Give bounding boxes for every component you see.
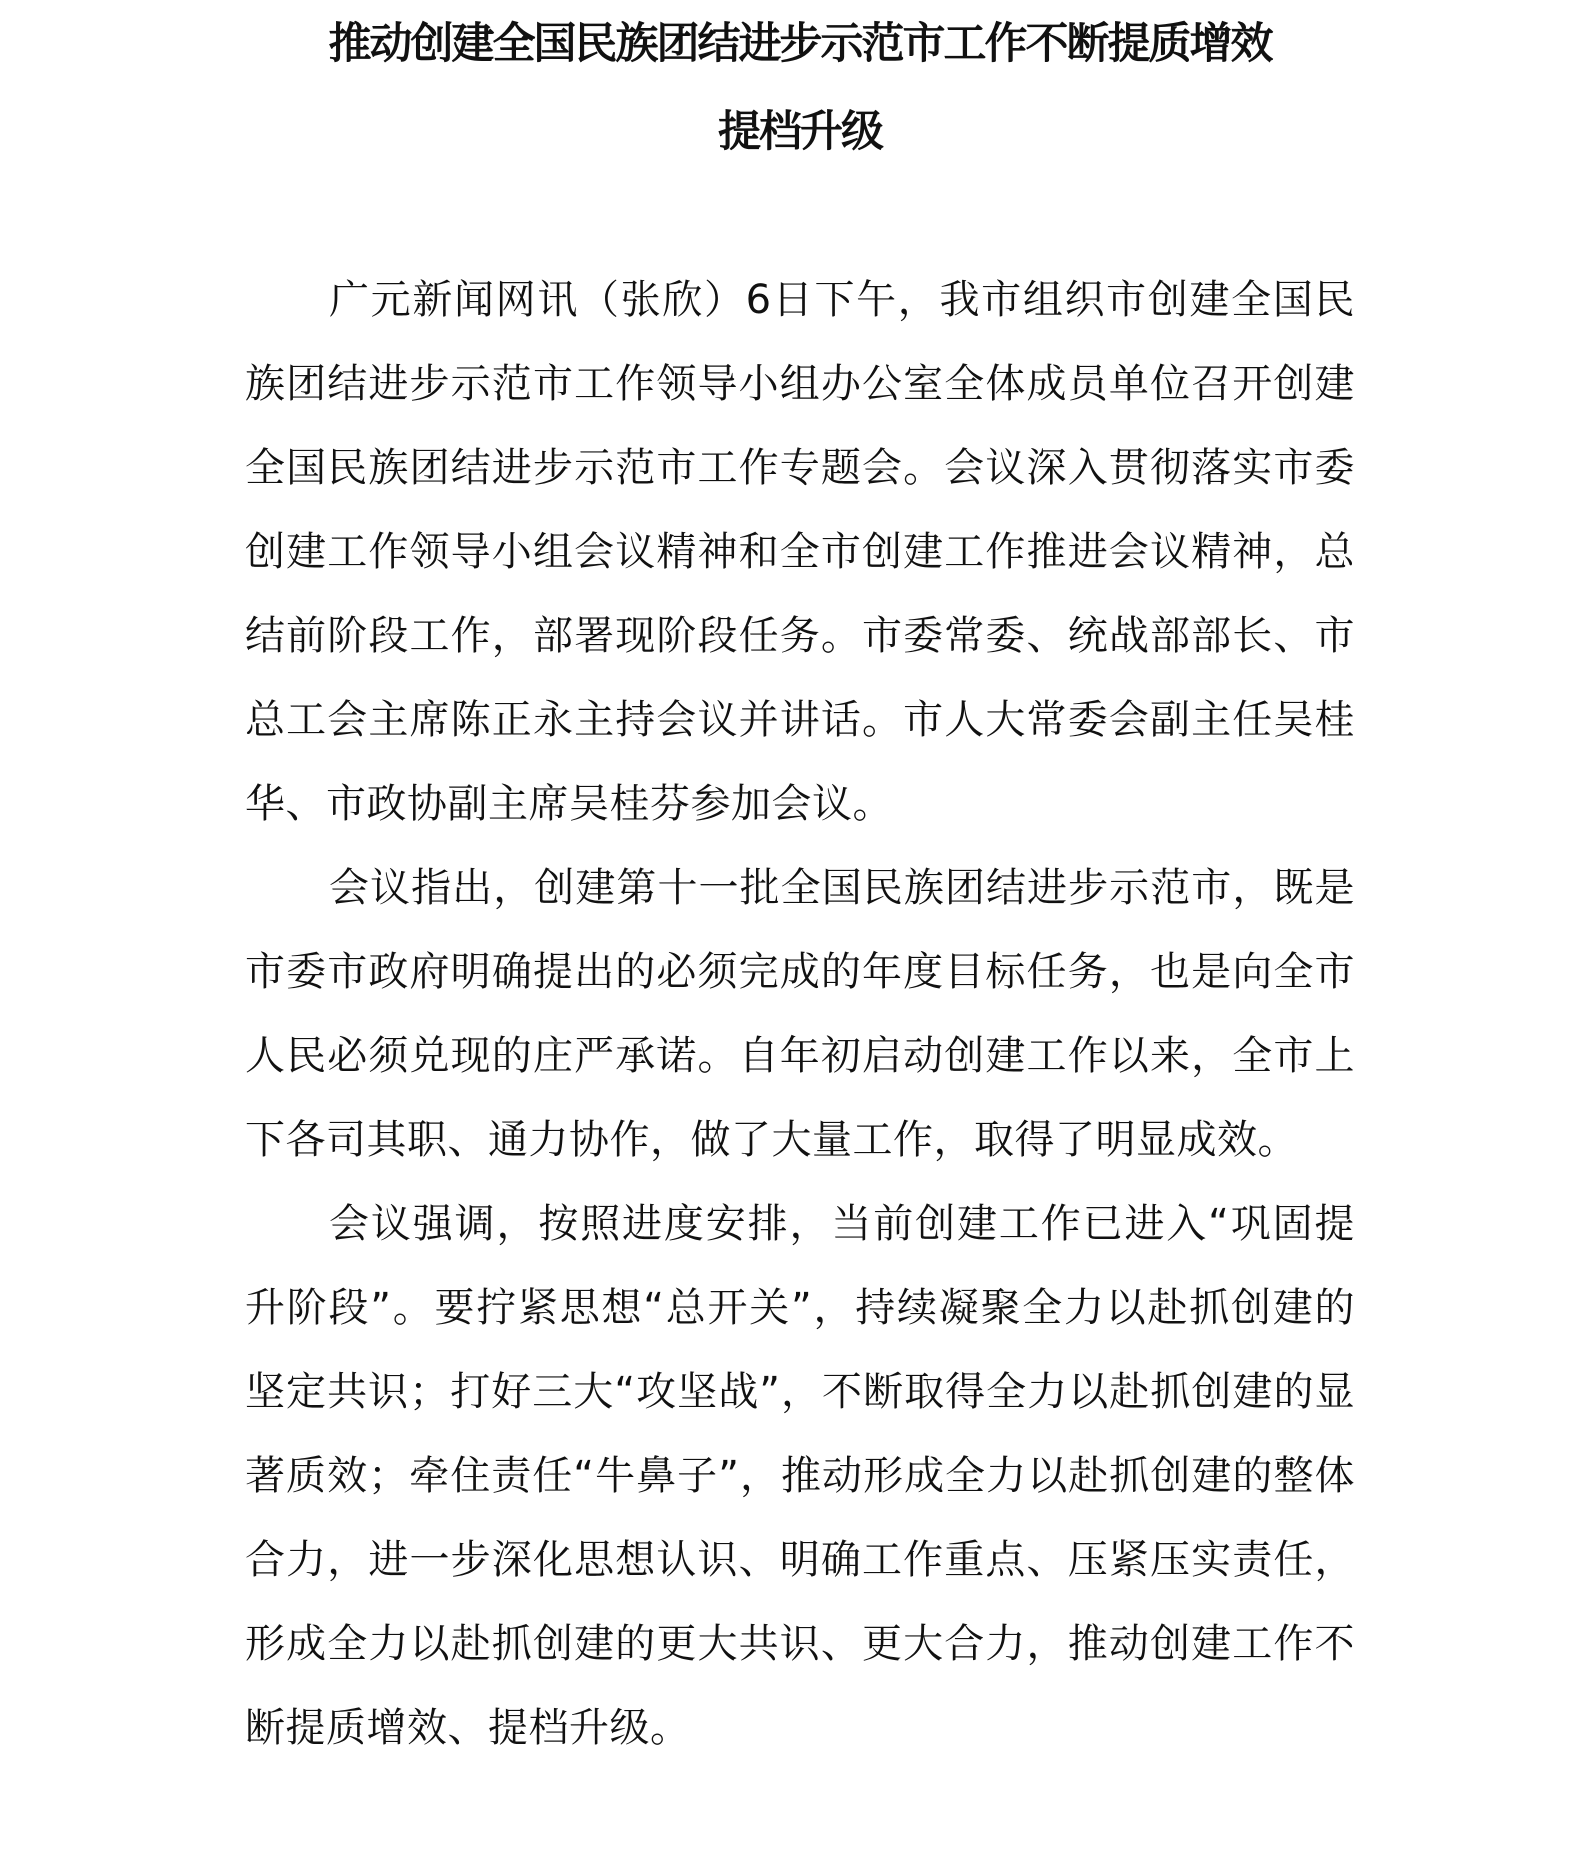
article-body [245, 258, 1355, 1770]
article-title [245, 0, 1355, 176]
paragraph-lead: 广元新闻网讯（张欣）6日下午，我市组织市创建全国民族团结进步示范市工作领导小组办公室全体成员单位召开创建全国民族团结进步示范市工作专题会。会议深入贯彻落实市委创建工作领导小组会议精神和全市创建工作推进会议精神，总结前阶段工作，部署现阶段任务。市委常委、统战部部长、市总工会主席陈正永主持会议并讲话。市人大常委会副主任吴桂华、市政协副主席吴桂芬参加会议。 [245, 277, 1355, 827]
paragraph-meeting-emphasized: 会议强调，按照进度安排，当前创建工作已进入“巩固提升阶段”。要拧紧思想“总开关”，持续凝聚全力以赴抓创建的坚定共识；打好三大“攻坚战”，不断取得全力以赴抓创建的显著质效；牵住责任“牛鼻子”，推动形成全力以赴抓创建的整体合力，进一步深化思想认识、明确工作重点、压紧压实责任，形成全力以赴抓创建的更大共识、更大合力，推动创建工作不断提质增效、提档升级。 [245, 1201, 1355, 1751]
document-page [245, 0, 1355, 1751]
article-title-line-2: 提档升级 [718, 107, 882, 157]
article-title-line-1: 推动创建全国民族团结进步示范市工作不断提质增效 [328, 19, 1272, 69]
paragraph-meeting-pointed-out: 会议指出，创建第十一批全国民族团结进步示范市，既是市委市政府明确提出的必须完成的年度目标任务，也是向全市人民必须兑现的庄严承诺。自年初启动创建工作以来，全市上下各司其职、通力协作，做了大量工作，取得了明显成效。 [245, 865, 1355, 1163]
